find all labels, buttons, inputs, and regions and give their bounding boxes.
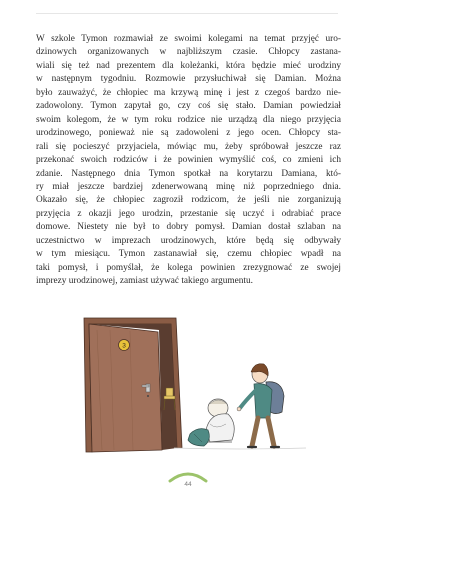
- floor-line: [174, 448, 306, 449]
- text-line: swoim kolegom, że w tym roku rodzice nie urządzą dla niego przyjęcia: [36, 114, 341, 125]
- text-line: wiali się też nad prezentem dla koleżanki, która będzie mieć urodziny: [36, 60, 341, 71]
- walking-boy: [237, 364, 284, 447]
- text-line: ry miał jeszcze bardziej zdenerwowaną minę niż poprzedniego dnia.: [36, 181, 341, 192]
- page-footer: [162, 468, 214, 496]
- text-line: było zauważyć, że chłopiec ma krzywą minę i jest z czegoś bardzo nie-: [36, 87, 341, 98]
- door-number-sign: [119, 340, 130, 351]
- text-line: zadowolony. Tymon zapytał go, czy coś się stało. Damian powiedział: [36, 101, 341, 112]
- text-line: dzinowych organizowanych w najbliższym czasie. Chłopcy zastana-: [36, 47, 341, 58]
- text-line: W szkole Tymon rozmawiał ze swoimi kolegami na temat przyjęć uro-: [36, 34, 341, 44]
- illustration-boys-at-door: [70, 300, 310, 465]
- crouching-boy: [188, 399, 234, 446]
- text-line: rali się pocieszyć przyjaciela, mówiąc mu, żeby spróbował jeszcze raz: [36, 141, 341, 152]
- text-line: uczestnictwo w imprezach urodzinowych, które będą się odbywały: [36, 235, 341, 246]
- text-line: urodzinowego, ponieważ nie są zadowoleni z jego ocen. Chłopcy sta-: [36, 128, 341, 139]
- text-line: przekonać swoich rodziców i że powinien wymyślić coś, co zmieni ich: [36, 155, 341, 166]
- text-line: w następnym tygodniu. Rozmowie przysłuchiwał się Damian. Można: [36, 74, 341, 85]
- text-line: imprezy urodzinowej, zamiast używać takiego argumentu.: [36, 276, 253, 287]
- text-line: w tym miesiącu. Tymon zastanawiał się, czemu chłopiec wpadł na: [36, 249, 341, 260]
- text-line: taki pomysł, i pomyślał, że kolega powinien zrezygnować ze swojej: [36, 262, 341, 273]
- text-line: przyjęcia z okazji jego urodzin, przestanie się uczyć i odrabiać prace: [36, 208, 341, 219]
- door-number: 3: [122, 342, 126, 350]
- text-line: domowe. Niestety nie był to dobry pomysł. Damian dostał szlaban na: [36, 222, 341, 233]
- header-rule: [36, 13, 338, 14]
- text-line: zdanie. Następnego dnia Tymon spotkał na korytarzu Damiana, któ-: [36, 168, 341, 179]
- page-number: 44: [184, 481, 192, 488]
- story-text: [36, 33, 341, 289]
- text-line: Okazało się, że chłopiec zagroził rodzicom, że jeśli nie zorganizują: [36, 195, 341, 206]
